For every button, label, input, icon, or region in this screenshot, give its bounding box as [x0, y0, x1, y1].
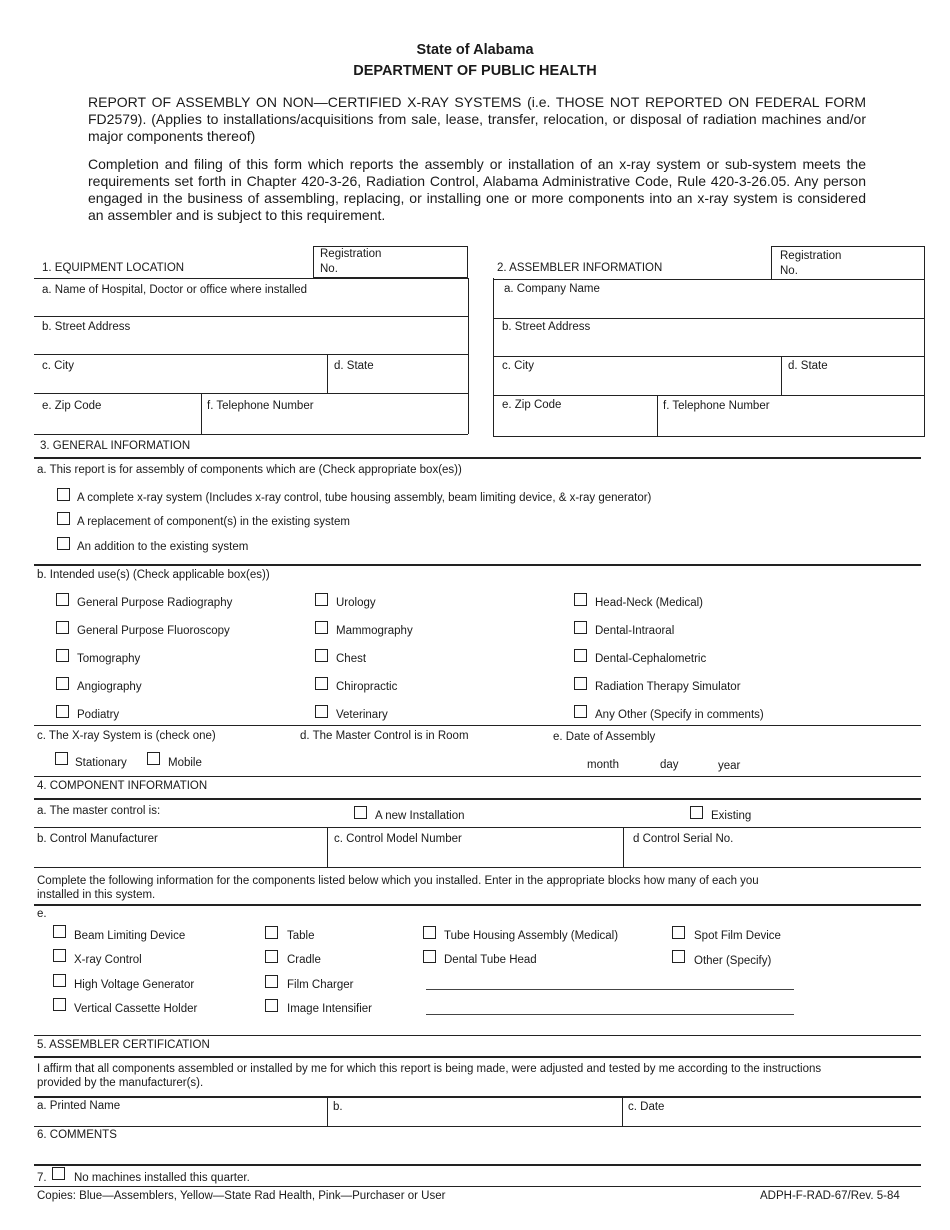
- comp-vertical-cassette-checkbox[interactable]: [53, 998, 66, 1011]
- comp-xray-control-checkbox[interactable]: [53, 949, 66, 962]
- s1-phone-field[interactable]: [202, 395, 467, 433]
- s5-date-label: c. Date: [628, 1101, 665, 1113]
- replacement-checkbox[interactable]: [57, 512, 70, 525]
- s1-phone-label: f. Telephone Number: [207, 400, 314, 412]
- existing-checkbox[interactable]: [690, 806, 703, 819]
- use-veterinary-label: Veterinary: [336, 709, 388, 721]
- s1-state-field[interactable]: [328, 356, 467, 392]
- s4-a-label: a. The master control is:: [37, 805, 161, 817]
- complete-system-label: A complete x-ray system (Includes x-ray control, tube housing assembly, beam limiting device, & x-ray generator): [77, 492, 652, 504]
- use-urology-label: Urology: [336, 597, 376, 609]
- addition-label: An addition to the existing system: [77, 541, 249, 553]
- s4-d-label: d Control Serial No.: [633, 833, 734, 845]
- s1-zip-label: e. Zip Code: [42, 400, 102, 412]
- section4-heading: 4. COMPONENT INFORMATION: [37, 780, 208, 792]
- use-head-neck-label: Head-Neck (Medical): [595, 597, 704, 609]
- comp-film-charger-label: Film Charger: [287, 979, 354, 991]
- comp-cradle-checkbox[interactable]: [265, 950, 278, 963]
- other-specify-line-2[interactable]: [426, 1014, 794, 1015]
- s3-b-label: b. Intended use(s) (Check applicable box(es)): [37, 569, 270, 581]
- use-general-radiography-checkbox[interactable]: [56, 593, 69, 606]
- comp-cradle-label: Cradle: [287, 954, 321, 966]
- s2-street-field[interactable]: [494, 320, 923, 355]
- report-title: REPORT OF ASSEMBLY ON NON—CERTIFIED X-RAY SYSTEMS (i.e. THOSE NOT REPORTED ON FEDERAL FORM FD2579). (Applies to installations/acquisitions from sale, lease, transfer, relocation, or disposal of radiation machines and/or major components thereof): [88, 94, 866, 144]
- s4-instructions: Complete the following information for the components listed below which you installed. Enter in the appropriate blocks how many of each you installed in this system.: [37, 875, 759, 901]
- s2-phone-label: f. Telephone Number: [663, 400, 770, 412]
- use-mammography-checkbox[interactable]: [315, 621, 328, 634]
- replacement-label: A replacement of component(s) in the existing system: [77, 516, 350, 528]
- use-tomography-label: Tomography: [77, 653, 141, 665]
- date-month-label: month: [587, 759, 619, 771]
- section5-heading: 5. ASSEMBLER CERTIFICATION: [37, 1039, 210, 1051]
- use-radiation-therapy-checkbox[interactable]: [574, 677, 587, 690]
- s1-zip-field[interactable]: [34, 395, 200, 433]
- use-chest-label: Chest: [336, 653, 367, 665]
- comp-image-intensifier-label: Image Intensifier: [287, 1003, 373, 1015]
- s1-name-label: a. Name of Hospital, Doctor or office where installed: [42, 284, 308, 296]
- printed-name-field[interactable]: [34, 1098, 326, 1124]
- master-control-room-field[interactable]: [300, 746, 540, 772]
- s4-c-label: c. Control Model Number: [334, 833, 462, 845]
- date-year-label: year: [718, 760, 741, 772]
- s1-street-label: b. Street Address: [42, 321, 131, 333]
- comp-table-label: Table: [287, 930, 315, 942]
- section3-heading: 3. GENERAL INFORMATION: [40, 440, 191, 452]
- use-dental-cephalometric-label: Dental-Cephalometric: [595, 653, 707, 665]
- s1-state-label: d. State: [334, 360, 374, 372]
- use-chiropractic-label: Chiropractic: [336, 681, 398, 693]
- comp-xray-control-label: X-ray Control: [74, 954, 142, 966]
- use-tomography-checkbox[interactable]: [56, 649, 69, 662]
- comp-dental-tube-checkbox[interactable]: [423, 950, 436, 963]
- s4-e-label: e.: [37, 908, 47, 920]
- s3-a-label: a. This report is for assembly of components which are (Check appropriate box(es)): [37, 464, 462, 476]
- control-serial-field[interactable]: [624, 829, 921, 865]
- mobile-label: Mobile: [168, 757, 202, 769]
- use-angiography-checkbox[interactable]: [56, 677, 69, 690]
- s2-state-field[interactable]: [782, 358, 923, 394]
- comp-beam-limiting-checkbox[interactable]: [53, 925, 66, 938]
- section2-reg-no: No.: [780, 265, 798, 277]
- use-head-neck-checkbox[interactable]: [574, 593, 587, 606]
- use-dental-intraoral-label: Dental-Intraoral: [595, 625, 675, 637]
- s3-d-label: d. The Master Control is in Room: [300, 730, 469, 742]
- comp-vertical-cassette-label: Vertical Cassette Holder: [74, 1003, 198, 1015]
- use-angiography-label: Angiography: [77, 681, 142, 693]
- date-of-assembly-field[interactable]: [580, 744, 780, 758]
- comp-table-checkbox[interactable]: [265, 926, 278, 939]
- section6-heading: 6. COMMENTS: [37, 1129, 117, 1141]
- s2-street-label: b. Street Address: [502, 321, 591, 333]
- comp-tube-housing-checkbox[interactable]: [423, 926, 436, 939]
- footer-copies: Copies: Blue—Assemblers, Yellow—State Rad Health, Pink—Purchaser or User: [37, 1190, 446, 1202]
- s2-state-label: d. State: [788, 360, 828, 372]
- use-chest-checkbox[interactable]: [315, 649, 328, 662]
- s2-company-field[interactable]: [494, 281, 923, 317]
- other-specify-line-1[interactable]: [426, 989, 794, 990]
- s2-city-field[interactable]: [494, 358, 780, 394]
- instructions-paragraph: Completion and filing of this form which reports the assembly or installation of an x-ray system or sub-system meets the requirements set forth in Chapter 420-3-26, Radiation Control, Alabama Administrative Code, Rule 420-3-26.05. Any person engaged in the business of assembling, replacing, or installing one or more components into an x-ray system is considered an assembler and is subject to this requirement.: [88, 156, 866, 223]
- stationary-label: Stationary: [75, 757, 127, 769]
- use-dental-intraoral-checkbox[interactable]: [574, 621, 587, 634]
- use-radiation-therapy-label: Radiation Therapy Simulator: [595, 681, 741, 693]
- s2-phone-field[interactable]: [658, 397, 923, 435]
- use-podiatry-checkbox[interactable]: [56, 705, 69, 718]
- new-installation-label: A new Installation: [375, 810, 465, 822]
- comp-other-checkbox[interactable]: [672, 950, 685, 963]
- section1-reg-no: No.: [320, 263, 338, 275]
- use-any-other-checkbox[interactable]: [574, 705, 587, 718]
- s3-e-label: e. Date of Assembly: [553, 731, 656, 743]
- certification-date-field[interactable]: [623, 1098, 921, 1124]
- use-general-radiography-label: General Purpose Radiography: [77, 597, 233, 609]
- s2-city-label: c. City: [502, 360, 534, 372]
- use-urology-checkbox[interactable]: [315, 593, 328, 606]
- section2-heading: 2. ASSEMBLER INFORMATION: [497, 262, 663, 274]
- section1-reg-label: Registration: [320, 248, 382, 260]
- comp-dental-tube-label: Dental Tube Head: [444, 954, 537, 966]
- stationary-checkbox[interactable]: [55, 752, 68, 765]
- date-day-label: day: [660, 759, 679, 771]
- use-veterinary-checkbox[interactable]: [315, 705, 328, 718]
- section7-number: 7.: [37, 1172, 47, 1184]
- use-general-fluoroscopy-label: General Purpose Fluoroscopy: [77, 625, 230, 637]
- no-machines-label: No machines installed this quarter.: [74, 1172, 250, 1184]
- s2-zip-label: e. Zip Code: [502, 399, 562, 411]
- mobile-checkbox[interactable]: [147, 752, 160, 765]
- new-installation-checkbox[interactable]: [354, 806, 367, 819]
- use-chiropractic-checkbox[interactable]: [315, 677, 328, 690]
- department-title: DEPARTMENT OF PUBLIC HEALTH: [353, 63, 597, 79]
- signature-field[interactable]: [328, 1098, 620, 1124]
- comp-beam-limiting-label: Beam Limiting Device: [74, 930, 186, 942]
- s2-zip-field[interactable]: [494, 397, 656, 435]
- s1-city-field[interactable]: [34, 356, 326, 392]
- s5-b-label: b.: [333, 1101, 343, 1113]
- comp-spot-film-label: Spot Film Device: [694, 930, 781, 942]
- use-any-other-label: Any Other (Specify in comments): [595, 709, 764, 721]
- s1-street-field[interactable]: [34, 318, 468, 354]
- use-mammography-label: Mammography: [336, 625, 413, 637]
- use-podiatry-label: Podiatry: [77, 709, 120, 721]
- no-machines-checkbox[interactable]: [52, 1167, 65, 1180]
- s3-c-label: c. The X-ray System is (check one): [37, 730, 216, 742]
- s5-affirmation: I affirm that all components assembled or installed by me for which this report is being made, were adjusted and tested by me according to the instructions provided by the manufacturer(s).: [37, 1063, 822, 1089]
- use-dental-cephalometric-checkbox[interactable]: [574, 649, 587, 662]
- comp-tube-housing-label: Tube Housing Assembly (Medical): [444, 930, 619, 942]
- comp-film-charger-checkbox[interactable]: [265, 975, 278, 988]
- comp-high-voltage-label: High Voltage Generator: [74, 979, 195, 991]
- comments-field[interactable]: [34, 1145, 921, 1163]
- comp-spot-film-checkbox[interactable]: [672, 926, 685, 939]
- s1-city-label: c. City: [42, 360, 74, 372]
- s1-name-field[interactable]: [34, 280, 468, 316]
- control-model-field[interactable]: [328, 829, 622, 865]
- use-general-fluoroscopy-checkbox[interactable]: [56, 621, 69, 634]
- comp-other-label: Other (Specify): [694, 955, 772, 967]
- s4-b-label: b. Control Manufacturer: [37, 833, 158, 845]
- s2-company-label: a. Company Name: [504, 283, 600, 295]
- comp-image-intensifier-checkbox[interactable]: [265, 999, 278, 1012]
- addition-checkbox[interactable]: [57, 537, 70, 550]
- control-manufacturer-field[interactable]: [34, 829, 326, 865]
- section1-heading: 1. EQUIPMENT LOCATION: [42, 262, 185, 274]
- state-title: State of Alabama: [416, 42, 534, 58]
- section2-reg-label: Registration: [780, 250, 842, 262]
- comp-high-voltage-checkbox[interactable]: [53, 974, 66, 987]
- existing-label: Existing: [711, 810, 752, 822]
- complete-system-checkbox[interactable]: [57, 488, 70, 501]
- footer-form-id: ADPH-F-RAD-67/Rev. 5-84: [760, 1190, 900, 1202]
- s5-printed-name-label: a. Printed Name: [37, 1100, 121, 1112]
